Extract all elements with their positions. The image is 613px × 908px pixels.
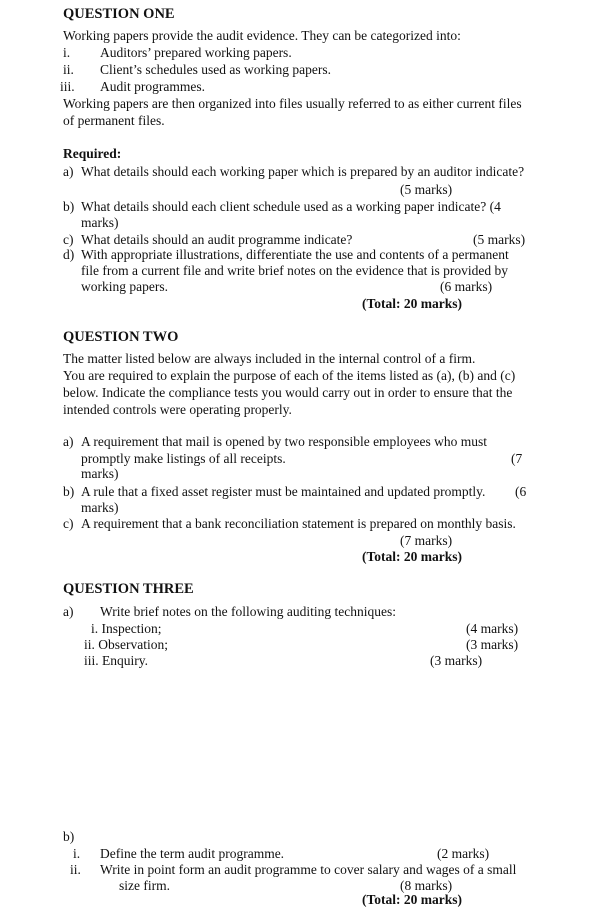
q1-cat-num: ii. bbox=[63, 62, 74, 77]
q1-d-line-1: With appropriate illustrations, differentiate the use and contents of a permanent bbox=[81, 247, 509, 262]
q1-c-text: What details should an audit programme indicate? bbox=[81, 232, 353, 247]
q2-c-marks: (7 marks) bbox=[400, 533, 453, 548]
q2-b-marks-cont: marks) bbox=[81, 500, 119, 515]
q2-a-line-1: A requirement that mail is opened by two responsible employees who must bbox=[81, 434, 488, 449]
q3-b-ii-num: ii. bbox=[70, 862, 81, 877]
q2-b-num: b) bbox=[63, 484, 75, 499]
q3-b-ii-line-1: Write in point form an audit programme to cover salary and wages of a small bbox=[100, 862, 517, 877]
q3-technique: ii. Observation; bbox=[84, 637, 168, 652]
q1-a-marks: (5 marks) bbox=[400, 182, 453, 197]
q2-b-marks: (6 bbox=[515, 484, 527, 499]
q3-b-ii-line-2: size firm. bbox=[119, 878, 170, 893]
q3-technique: iii. Enquiry. bbox=[84, 653, 148, 668]
q1-total: (Total: 20 marks) bbox=[362, 296, 462, 311]
q2-para-line-3: below. Indicate the compliance tests you would carry out in order to ensure that the bbox=[63, 385, 513, 400]
q1-cat-text: Client’s schedules used as working papers. bbox=[100, 62, 331, 77]
q1-heading: QUESTION ONE bbox=[63, 6, 175, 22]
q3-technique: i. Inspection; bbox=[91, 621, 162, 636]
q1-cat-num: iii. bbox=[60, 79, 75, 94]
q3-a-num: a) bbox=[63, 604, 74, 619]
q1-cat-num: i. bbox=[63, 45, 71, 60]
q2-total: (Total: 20 marks) bbox=[362, 549, 462, 564]
q1-d-marks: (6 marks) bbox=[440, 279, 493, 294]
q1-required-label: Required: bbox=[63, 146, 122, 161]
q1-intro: Working papers provide the audit evidence. They can be categorized into: bbox=[63, 28, 461, 43]
q3-total: (Total: 20 marks) bbox=[362, 892, 462, 907]
q3-b-i-text: Define the term audit programme. bbox=[100, 846, 285, 861]
q1-b-num: b) bbox=[63, 199, 75, 214]
q1-files-line-1: Working papers are then organized into files usually referred to as either current files bbox=[63, 96, 522, 111]
q3-a-text: Write brief notes on the following auditing techniques: bbox=[100, 604, 397, 619]
q3-b-num: b) bbox=[63, 829, 75, 844]
q3-technique-marks: (3 marks) bbox=[466, 637, 519, 652]
q1-a-num: a) bbox=[63, 164, 74, 179]
q2-b-text: A rule that a fixed asset register must be maintained and updated promptly. bbox=[81, 484, 486, 499]
q1-files-line-2: of permanent files. bbox=[63, 113, 165, 128]
q2-a-marks-cont: marks) bbox=[81, 466, 119, 481]
q2-para-line-2: You are required to explain the purpose of each of the items listed as (a), (b) and (c) bbox=[63, 368, 516, 383]
q2-para-line-1: The matter listed below are always included in the internal control of a firm. bbox=[63, 351, 476, 366]
q2-a-num: a) bbox=[63, 434, 74, 449]
q1-cat-text: Audit programmes. bbox=[100, 79, 205, 94]
q2-a-marks: (7 bbox=[511, 451, 523, 466]
q3-heading: QUESTION THREE bbox=[63, 581, 194, 597]
q3-b-ii-marks: (8 marks) bbox=[400, 878, 453, 893]
q2-a-line-2: promptly make listings of all receipts. bbox=[81, 451, 286, 466]
q2-para-line-4: intended controls were operating properly. bbox=[63, 402, 292, 417]
q3-b-i-num: i. bbox=[73, 846, 81, 861]
q1-d-line-2: file from a current file and write brief notes on the evidence that is provided by bbox=[81, 263, 508, 278]
q1-d-num: d) bbox=[63, 247, 75, 262]
q2-c-num: c) bbox=[63, 516, 74, 531]
q1-c-marks: (5 marks) bbox=[473, 232, 526, 247]
q2-heading: QUESTION TWO bbox=[63, 329, 179, 345]
q1-d-line-3: working papers. bbox=[81, 279, 168, 294]
q1-cat-text: Auditors’ prepared working papers. bbox=[100, 45, 292, 60]
q3-b-i-marks: (2 marks) bbox=[437, 846, 490, 861]
q1-c-num: c) bbox=[63, 232, 74, 247]
q2-c-text: A requirement that a bank reconciliation statement is prepared on monthly basis. bbox=[81, 516, 516, 531]
q3-technique-marks: (3 marks) bbox=[430, 653, 483, 668]
q1-b-text: What details should each client schedule used as a working paper indicate? (4 bbox=[81, 199, 501, 214]
q3-technique-marks: (4 marks) bbox=[466, 621, 519, 636]
q1-a-text: What details should each working paper which is prepared by an auditor indicate? bbox=[81, 164, 525, 179]
q1-b-marks: marks) bbox=[81, 215, 119, 230]
